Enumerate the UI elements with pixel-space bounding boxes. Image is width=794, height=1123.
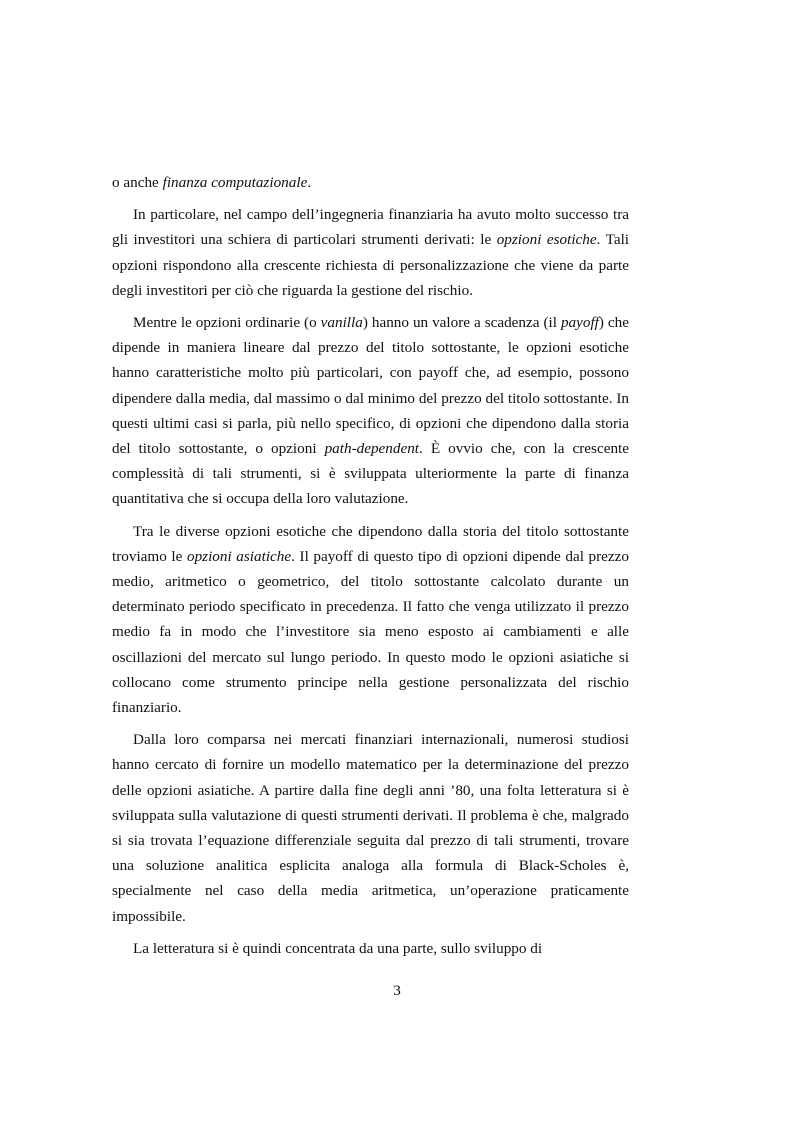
- text-run: .: [307, 174, 312, 191]
- paragraph: [112, 170, 629, 195]
- text-run: . È ovvio che, con la crescente complessità di tali strumenti, si è sviluppata ulteriormente la parte di finanza quantitativa che si occupa della loro valutazione.: [112, 440, 629, 508]
- text-run: La letteratura si è quindi concentrata da una parte, sullo sviluppo di: [133, 939, 543, 957]
- text-run: ) che dipende in maniera lineare dal prezzo del titolo sottostante, le opzioni esotiche hanno caratteristiche molto più particolari, con payoff che, ad esempio, possono dipendere dalla media, dal massimo o dal minimo del prezzo del titolo sottostante. In questi ultimi casi si parla, più nello specifico, di opzioni che dipendono dalla storia del titolo sottostante, o opzioni: [112, 314, 630, 458]
- emphasis-text: payoff: [560, 314, 599, 332]
- page-number: 3: [393, 982, 401, 999]
- paragraph: [112, 936, 629, 961]
- paragraph: [112, 727, 629, 929]
- paragraph: [112, 310, 629, 512]
- body-text: [112, 170, 629, 968]
- paragraph: [112, 519, 629, 721]
- text-run: Tra le diverse opzioni esotiche che dipendono dalla storia del titolo sottostante troviamo le: [112, 522, 629, 565]
- text-run: In particolare, nel campo dell’ingegneria finanziaria ha avuto molto successo tra gli investitori una schiera di particolari strumenti derivati: le: [112, 206, 629, 249]
- text-run: Dalla loro comparsa nei mercati finanziari internazionali, numerosi studiosi hanno cercato di fornire un modello matematico per la determinazione del prezzo delle opzioni asiatiche. A partire dalla fine degli anni ’80, una folta letteratura si è sviluppata sulla valutazione di questi strumenti derivati. Il problema è che, malgrado si sia trovata l’equazione differenziale seguita dal prezzo di tali strumenti, trovare una soluzione analitica esplicita analoga alla formula di Black-Scholes è, specialmente nel caso della media aritmetica, un’operazione praticamente impossibile.: [112, 731, 629, 925]
- emphasis-text: vanilla: [320, 314, 363, 332]
- emphasis-text: path-dependent: [324, 440, 420, 458]
- text-run: Mentre le opzioni ordinarie (o: [133, 314, 321, 332]
- emphasis-text: finanza computazionale: [162, 174, 308, 191]
- text-run: . Il payoff di questo tipo di opzioni dipende dal prezzo medio, aritmetico o geometrico, del titolo sottostante calcolato durante un determinato periodo specificato in precedenza. Il fatto che venga utilizzato il prezzo medio fa in modo che l’investitore sia meno esposto ai cambiamenti e alle oscillazioni del mercato sul lungo periodo. In questo modo le opzioni asiatiche si collocano come strumento principe nella gestione personalizzata del rischio finanziario.: [112, 547, 629, 717]
- text-run: ) hanno un valore a scadenza (il: [362, 314, 561, 332]
- paragraph: [112, 202, 629, 303]
- text-run: . Tali opzioni rispondono alla crescente richiesta di personalizzazione che viene da parte degli investitori per ciò che riguarda la gestione del rischio.: [112, 231, 630, 299]
- text-run: o anche: [112, 174, 163, 191]
- emphasis-text: opzioni asiatiche: [186, 547, 292, 565]
- emphasis-text: opzioni esotiche: [496, 231, 597, 249]
